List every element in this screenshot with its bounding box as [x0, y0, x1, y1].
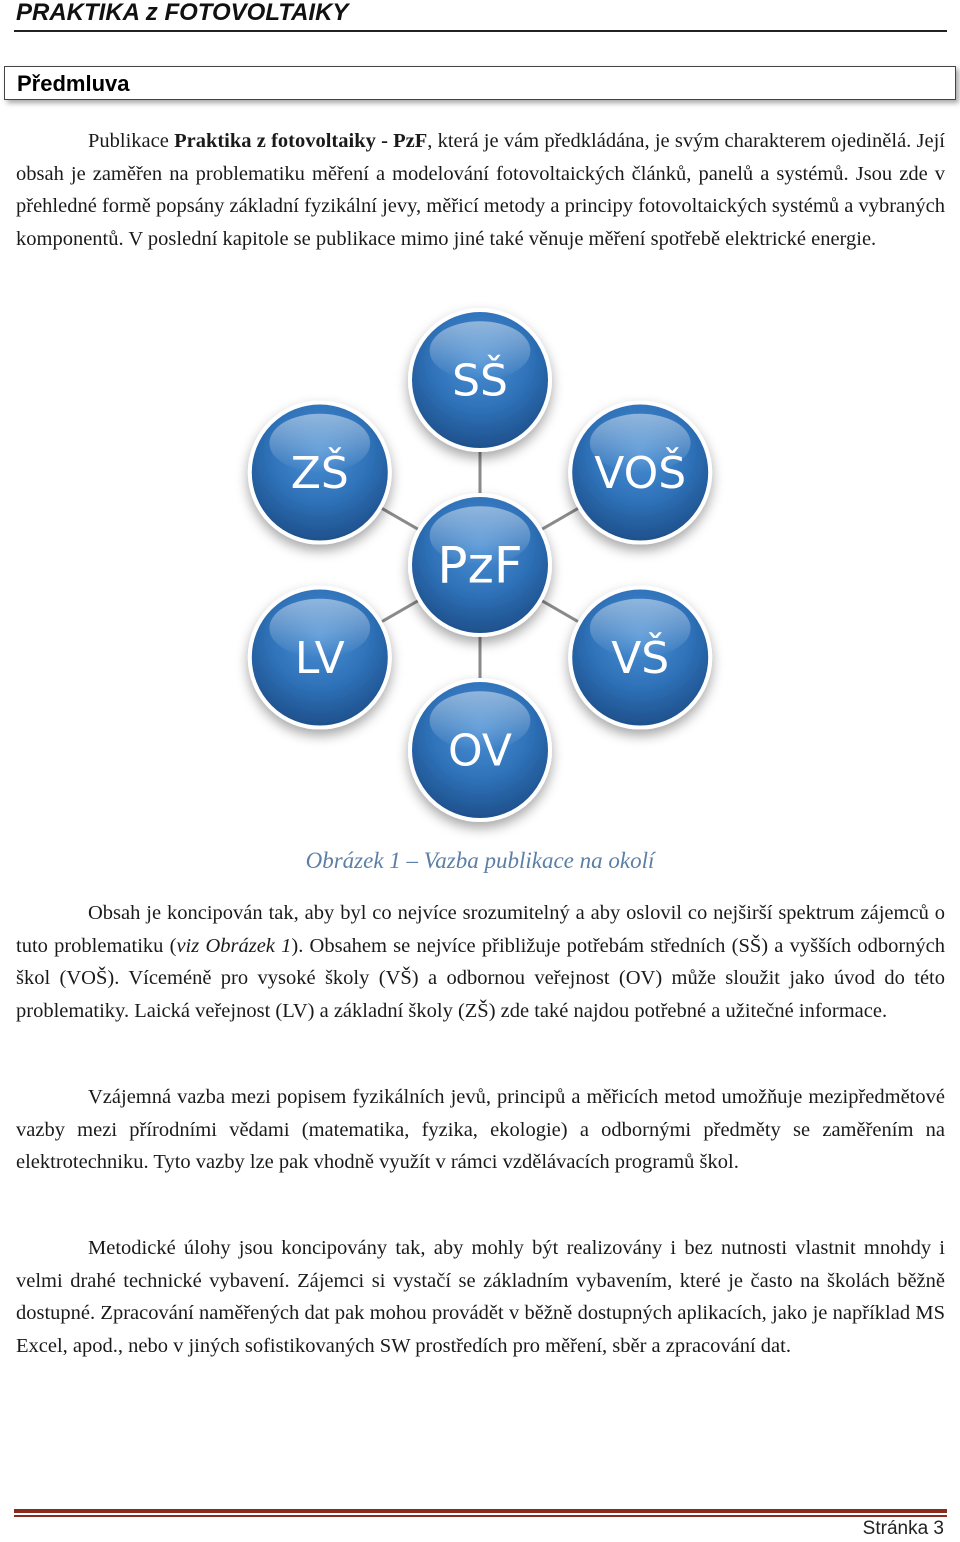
header-rule	[14, 30, 947, 32]
paragraph-audience-pre: Obsah je koncipován tak, aby byl co nejvíce srozumitelný a aby oslovil co nejširší spektrum zájemců o tuto problematiku (	[16, 902, 945, 957]
diagram-node	[570, 403, 710, 543]
figure-reference: viz Obrázek 1	[176, 934, 292, 957]
paragraph-intro	[16, 125, 945, 255]
paragraph-methodology-text: Metodické úlohy jsou koncipovány tak, aby mohly být realizovány i bez nutnosti vlastnit mnohdy i velmi drahé technické vybavení. Zájemci si vystačí se základním vybavením, které je často na školách běžně dostupné. Zpracování naměřených dat pak mohou provádět v běžně dostupných aplikacích, jako je například MS Excel, apod., nebo v jiných sofistikovaných SW prostředích pro měření, sběr a zpracování dat.	[16, 1237, 945, 1357]
diagram-node-label: LV	[294, 632, 345, 684]
figure-caption: Obrázek 1 – Vazba publikace na okolí	[305, 848, 655, 873]
paragraph-interdisciplinary-text: Vzájemná vazba mezi popisem fyzikálních jevů, principů a měřicích metod umožňuje mezipředmětové vazby mezi přírodními vědami (matematika, fyzika, ekologie) a odbornými předměty se zaměřením na elektrotechniku. Tyto vazby lze pak vhodně využít v rámci vzdělávacích programů škol.	[16, 1086, 945, 1173]
diagram-node-label: SŠ	[452, 355, 508, 407]
diagram-node	[410, 680, 550, 820]
section-title: Předmluva	[17, 71, 130, 96]
diagram-node-label: VOŠ	[594, 447, 687, 499]
page-number: Stránka 3	[862, 1518, 944, 1539]
paragraph-audience	[16, 897, 945, 1027]
paragraph-intro-post: , která je vám předkládána, je svým charakterem ojedinělá. Její obsah je zaměřen na problematiku měření a modelování fotovoltaických článků, panelů a systémů. Jsou zde v přehledné formě popsány základní fyzikální jevy, měřicí metody a principy fotovoltaických systémů a vybraných komponentů. V poslední kapitole se publikace mimo jiné také věnuje měření spotřebě elektrické energie.	[16, 130, 945, 250]
diagram-node	[250, 588, 390, 728]
diagram-node-label: VŠ	[611, 632, 670, 684]
diagram-center-node	[410, 495, 550, 635]
paragraph-intro-pre: Publikace	[88, 130, 175, 152]
diagram-node-label: OV	[448, 725, 512, 777]
paragraph-interdisciplinary	[16, 1081, 945, 1179]
diagram-center-node-label: PzF	[437, 536, 523, 595]
diagram-node	[410, 310, 550, 450]
running-header-title: PRAKTIKA z FOTOVOLTAIKY	[16, 0, 349, 26]
publication-name: Praktika z fotovoltaiky - PzF	[174, 130, 428, 152]
section-heading-box	[4, 66, 956, 100]
diagram-node	[250, 403, 390, 543]
paragraph-methodology	[16, 1232, 945, 1362]
footer-rule-thick	[14, 1509, 947, 1513]
diagram-node	[570, 588, 710, 728]
paragraph-audience-post: ). Obsahem se nejvíce přibližuje potřebám středních (SŠ) a vyšších odborných škol (VOŠ). Víceméně pro vysoké školy (VŠ) a odbornou veřejnost (OV) může sloužit jako úvod do této problematiky. Laická veřejnost (LV) a základní školy (ZŠ) zde také najdou potřebné a užitečné informace.	[16, 934, 945, 1022]
diagram-nodes	[250, 310, 710, 820]
relationship-diagram	[220, 300, 740, 840]
footer-rule-thin	[14, 1515, 947, 1517]
diagram-node-label: ZŠ	[290, 447, 349, 499]
